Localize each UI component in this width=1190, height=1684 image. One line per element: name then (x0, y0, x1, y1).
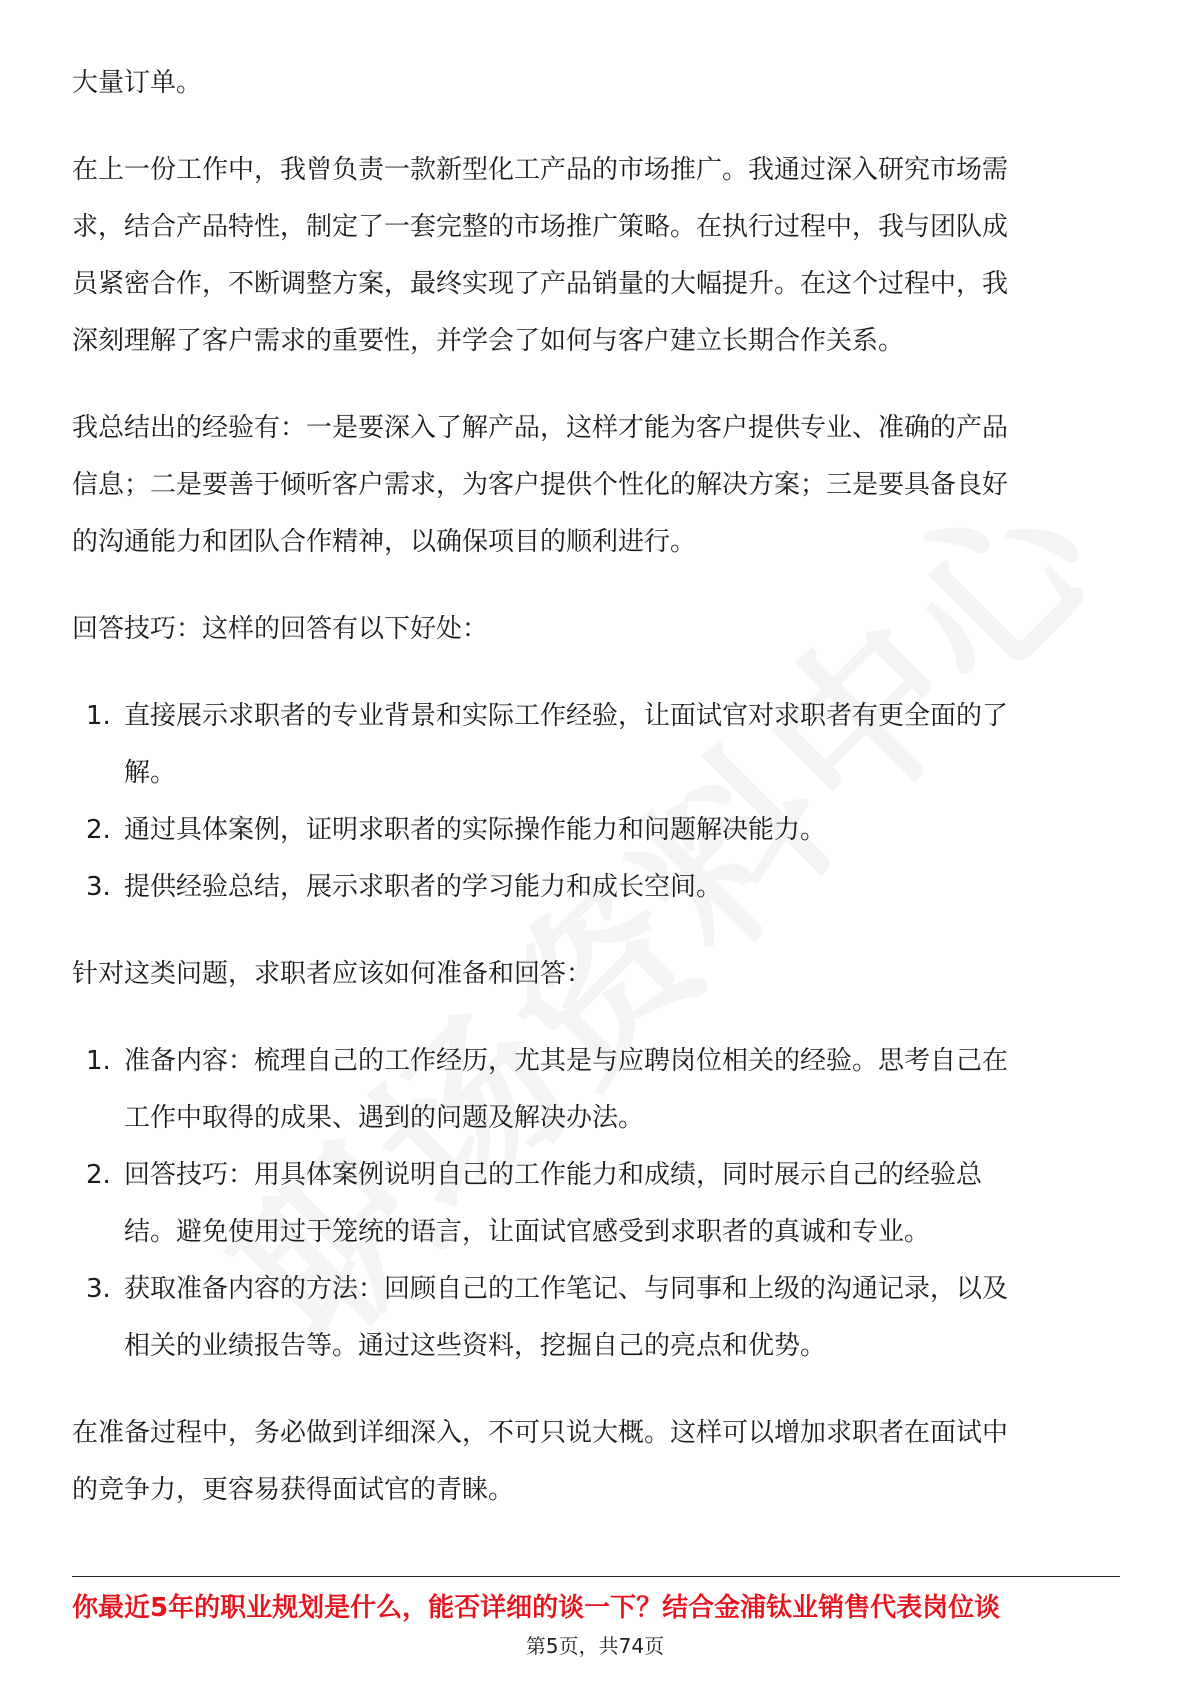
text-line: 回答技巧：用具体案例说明自己的工作能力和成绩，同时展示自己的经验总 (124, 1160, 983, 1190)
paragraph-preparation-heading: 针对这类问题，求职者应该如何准备和回答： (72, 959, 593, 989)
paragraph-intro: 大量订单。 (72, 68, 203, 98)
list-item (72, 859, 1120, 916)
text-line: 求，结合产品特性，制定了一套完整的市场推广策略。在执行过程中，我与团队成 (72, 212, 1009, 242)
benefits-list (72, 688, 1120, 916)
text-line: 结。避免使用过于笼统的语言，让面试官感受到求职者的真诚和专业。 (124, 1217, 931, 1247)
text-line: 的竞争力，更容易获得面试官的青睐。 (72, 1475, 515, 1505)
paragraph-experience (72, 142, 1120, 370)
list-item (72, 688, 1120, 802)
list-item (72, 1261, 1120, 1375)
text-line: 相关的业绩报告等。通过这些资料，挖掘自己的亮点和优势。 (124, 1331, 827, 1361)
text-line: 提供经验总结，展示求职者的学习能力和成长空间。 (124, 872, 723, 902)
list-item (72, 802, 1120, 859)
text-line: 工作中取得的成果、遇到的问题及解决办法。 (124, 1103, 645, 1133)
text-line: 的沟通能力和团队合作精神，以确保项目的顺利进行。 (72, 527, 697, 557)
text-line: 深刻理解了客户需求的重要性，并学会了如何与客户建立长期合作关系。 (72, 326, 905, 356)
list-number: 3. (86, 1274, 111, 1304)
text-line: 我总结出的经验有：一是要深入了解产品，这样才能为客户提供专业、准确的产品 (72, 413, 1009, 443)
paragraph-answer-tips-heading: 回答技巧：这样的回答有以下好处： (72, 614, 489, 644)
list-number: 3. (86, 872, 111, 902)
footer-divider (72, 1576, 1120, 1577)
text-line: 信息；二是要善于倾听客户需求，为客户提供个性化的解决方案；三是要具备良好 (72, 470, 1009, 500)
footer-title: 你最近5年的职业规划是什么，能否详细的谈一下？结合金浦钛业销售代表岗位谈 (72, 1593, 1001, 1623)
list-number: 1. (86, 1046, 111, 1076)
text-line: 准备内容：梳理自己的工作经历，尤其是与应聘岗位相关的经验。思考自己在 (124, 1046, 1009, 1076)
list-item (72, 1033, 1120, 1147)
list-number: 2. (86, 815, 111, 845)
document-body (72, 55, 1120, 1519)
list-item (72, 1147, 1120, 1261)
list-number: 1. (86, 701, 111, 731)
text-line: 在准备过程中，务必做到详细深入，不可只说大概。这样可以增加求职者在面试中 (72, 1418, 1009, 1448)
list-number: 2. (86, 1160, 111, 1190)
text-line: 在上一份工作中，我曾负责一款新型化工产品的市场推广。我通过深入研究市场需 (72, 155, 1009, 185)
paragraph-closing (72, 1405, 1120, 1519)
page-number: 第5页，共74页 (525, 1634, 665, 1658)
text-line: 通过具体案例，证明求职者的实际操作能力和问题解决能力。 (124, 815, 827, 845)
text-line: 获取准备内容的方法：回顾自己的工作笔记、与同事和上级的沟通记录，以及 (124, 1274, 1009, 1304)
text-line: 直接展示求职者的专业背景和实际工作经验，让面试官对求职者有更全面的了 (124, 701, 1009, 731)
preparation-list (72, 1033, 1120, 1375)
text-line: 解。 (124, 758, 177, 788)
paragraph-summary (72, 400, 1120, 571)
text-line: 员紧密合作，不断调整方案，最终实现了产品销量的大幅提升。在这个过程中，我 (72, 269, 1009, 299)
